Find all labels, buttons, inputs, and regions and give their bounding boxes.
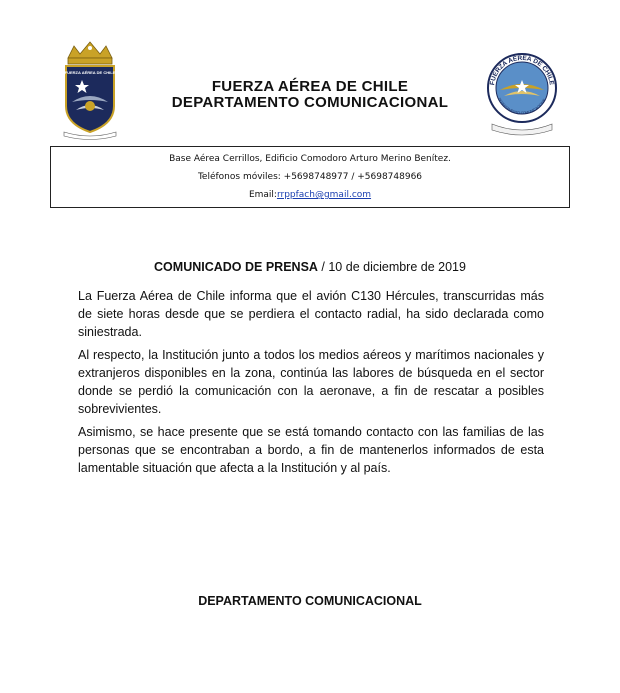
press-heading-label: COMUNICADO DE PRENSA <box>154 260 318 274</box>
paragraph-2: Al respecto, la Institución junto a todos los medios aéreos y marítimos nacionales y extranjeros disponibles en la zona, continúa las labores de búsqueda en el sector donde se perdió la comunicación con la aeronave, a fin de rescatar a posibles sobrevivientes. <box>78 348 544 416</box>
contact-phones: Teléfonos móviles: +5698748977 / +5698748966 <box>197 172 423 182</box>
footer-signature: DEPARTAMENTO COMUNICACIONAL <box>198 594 422 608</box>
crest-text: FUERZA AÉREA DE CHILE <box>64 70 116 75</box>
contact-address: Base Aérea Cerrillos, Edificio Comodoro Arturo Merino Benítez. <box>169 154 451 164</box>
press-date: 10 de diciembre de 2019 <box>328 260 466 274</box>
fach-crest-logo <box>58 40 122 140</box>
seal-bottom-text: DEPARTAMENTO COMUNICACIONAL <box>497 97 547 116</box>
departamento-comunicacional-seal <box>484 50 560 138</box>
seal-top-text: FUERZA AÉREA DE CHILE <box>489 54 555 86</box>
contact-box <box>50 146 570 208</box>
paragraph-1: La Fuerza Aérea de Chile informa que el avión C130 Hércules, transcurridas más de siete horas desde que se perdiera el contacto radial, ha sido declarada como siniestrada. <box>78 289 544 339</box>
paragraph-3: Asimismo, se hace presente que se está tomando contacto con las familias de las personas que se encontraban a bordo, a fin de mantenerlos informados de esta lamentable situación que afecta a la Institución y al país. <box>78 425 544 475</box>
org-title: FUERZA AÉREA DE CHILE <box>211 78 409 95</box>
org-subtitle: DEPARTAMENTO COMUNICACIONAL <box>171 94 449 111</box>
contact-email-line <box>51 190 569 200</box>
heading-separator: / <box>317 260 329 274</box>
email-label: Email: <box>248 190 277 200</box>
email-link[interactable]: rrppfach@gmail.com <box>276 190 372 200</box>
press-release-heading <box>0 260 620 274</box>
